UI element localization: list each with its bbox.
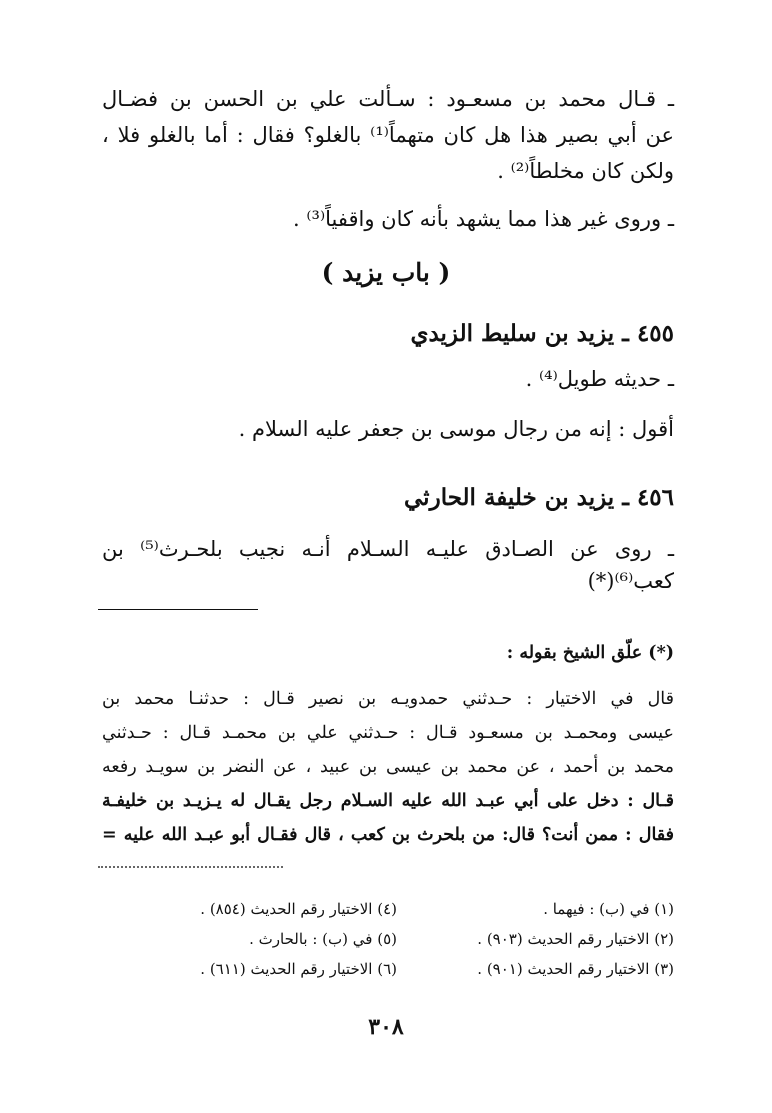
footnote-separator bbox=[98, 609, 258, 610]
commentary-line-4: قـال : دخل على أبي عبـد الله عليه السـلام رجل يقـال له يـزيـد بن خليفـة bbox=[102, 791, 674, 811]
entry-456-line2: كعب⁽⁶⁾(*) bbox=[587, 569, 674, 593]
footnote-5: (٥) في (ب) : بالحارث . bbox=[249, 930, 397, 948]
commentary-line-5: فقال : ممن أنت؟ قال: من بلحرث بن كعب ، قال فقـال أبو عبـد الله عليه = bbox=[102, 825, 674, 845]
commentary-line-1: قال في الاختيار : حـدثني حمدويـه بن نصير قـال : حدثنـا محمد بن bbox=[102, 689, 674, 709]
page-number: ٣٠٨ bbox=[368, 1014, 404, 1040]
section-title: ( باب يزيد ) bbox=[321, 258, 451, 287]
dotted-separator bbox=[98, 866, 283, 868]
entry-455-line2: أقول : إنه من رجال موسى بن جعفر عليه السلام . bbox=[238, 417, 674, 441]
commentary-line-2: عيسى ومحمـد بن مسعـود قـال : حـدثني علي بن محمـد قـال : حـدثني bbox=[102, 723, 674, 743]
footnote-3: (٣) الاختيار رقم الحديث (٩٠١) . bbox=[477, 960, 674, 978]
entry-455-line1: ـ حديثه طويل⁽⁴⁾ . bbox=[525, 367, 674, 391]
para2: ـ وروى غير هذا مما يشهد بأنه كان واقفياً⁽³⁾ . bbox=[293, 207, 674, 231]
footnote-2: (٢) الاختيار رقم الحديث (٩٠٣) . bbox=[477, 930, 674, 948]
para1-line2: عن أبي بصير هذا هل كان متهماً⁽¹⁾ بالغلو؟ فقال : أما بالغلو فلا ، bbox=[102, 123, 674, 147]
footnote-6: (٦) الاختيار رقم الحديث (٦١١) . bbox=[200, 960, 397, 978]
commentary-heading: (*) علّق الشيخ بقوله : bbox=[506, 643, 674, 663]
commentary-line-3: محمد بن أحمد ، عن محمد بن عيسى بن عبيد ، عن النضر بن سويـد رفعه bbox=[102, 757, 674, 777]
para1-line1: ـ قـال محمد بن مسعـود : سـألت علي بن الحسن بن فضـال bbox=[102, 87, 674, 111]
footnote-1: (١) في (ب) : فيهما . bbox=[543, 900, 674, 918]
entry-455-heading: ٤٥٥ ـ يزيد بن سليط الزيدي bbox=[410, 320, 674, 347]
entry-456-line1: ـ روى عن الصـادق عليـه السـلام أنـه نجيب بلحـرث⁽⁵⁾ بن bbox=[102, 537, 674, 561]
para1-line3: ولكن كان مخلطاً⁽²⁾ . bbox=[497, 159, 674, 183]
entry-456-heading: ٤٥٦ ـ يزيد بن خليفة الحارثي bbox=[404, 484, 674, 511]
footnote-4: (٤) الاختيار رقم الحديث (٨٥٤) . bbox=[200, 900, 397, 918]
